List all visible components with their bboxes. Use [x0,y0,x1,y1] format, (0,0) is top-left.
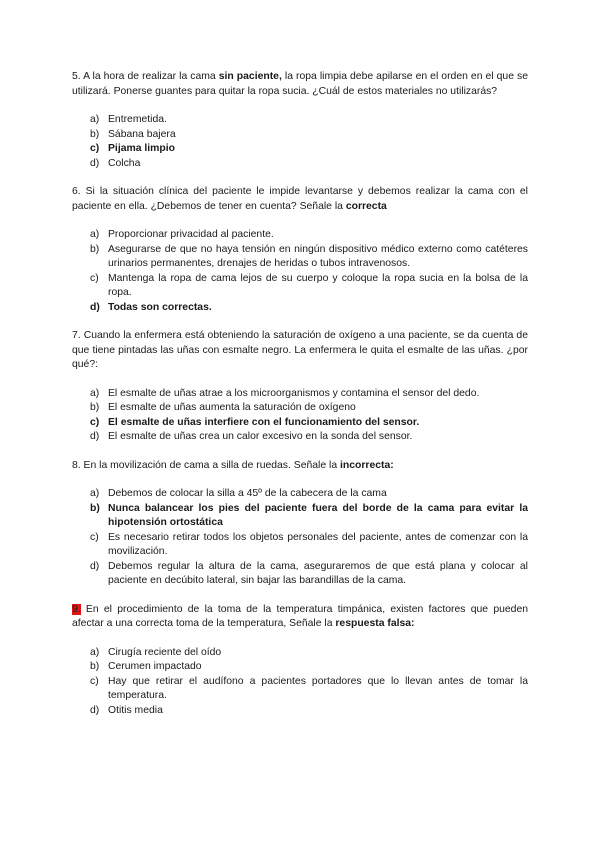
option-c: c) Es necesario retirar todos los objetos personales del paciente, antes de comenzar con la movilización. [90,531,528,557]
option-a: a) Cirugía reciente del oído [90,646,222,658]
option-b: b) Cerumen impactado [90,661,202,672]
option-b: b) Asegurarse de que no haya tensión en ningún dispositivo médico externo como catéteres urinarios permanentes, drenajes de heridas o tubos intravenosos. [90,243,528,269]
question-5 [72,70,528,171]
options-list [72,387,528,445]
option-c: c) Hay que retirar el audífono a pacientes portadores que lo llevan antes de tomar la temperatura. [90,675,528,701]
question-9 [72,603,528,719]
options-list [72,487,528,589]
question-text: 9. En el procedimiento de la toma de la temperatura timpánica, existen factores que pueden afectar a una correcta toma de la temperatura, Señale la respuesta falsa: [72,603,528,629]
question-text: 5. A la hora de realizar la cama sin paciente, la ropa limpia debe apilarse en el orden en el que se utilizará. Ponerse guantes para quitar la ropa sucia. ¿Cuál de estos materiales no utilizarás? [72,71,528,97]
options-list [72,228,528,315]
option-a: a) Debemos de colocar la silla a 45º de la cabecera de la cama [90,488,387,499]
option-d: d) Debemos regular la altura de la cama, aseguraremos de que está plana y colocar al paciente en decúbito lateral, sin bajar las barandillas de la cama. [90,560,528,586]
option-c-answer: c) Pijama limpio [90,143,175,154]
option-b: b) El esmalte de uñas aumenta la saturación de oxígeno [90,402,356,413]
question-text: 6. Si la situación clínica del paciente le impide levantarse y debemos realizar la cama con el paciente en ella. ¿Debemos de tener en cuenta? Señale la correcta [72,186,528,212]
question-text: 7. Cuando la enfermera está obteniendo la saturación de oxígeno a una paciente, se da cuenta de que tiene pintadas las uñas con esmalte negro. La enfermera le quita el esmalte de las uñas. ¿por qué?: [72,330,528,370]
question-8 [72,459,528,589]
option-a: a) Proporcionar privacidad al paciente. [90,229,274,240]
option-d: d) El esmalte de uñas crea un calor excesivo en la sonda del sensor. [90,431,413,442]
option-d: d) Otitis media [90,704,163,716]
options-list [72,646,528,719]
option-c: c) Mantenga la ropa de cama lejos de su cuerpo y coloque la ropa sucia en la bolsa de la ropa. [90,272,528,298]
option-c-answer: c) El esmalte de uñas interfiere con el funcionamiento del sensor. [90,416,420,428]
question-number-highlight: 9. [72,603,81,615]
question-6 [72,185,528,315]
option-a: a) El esmalte de uñas atrae a los microorganismos y contamina el sensor del dedo. [90,387,480,399]
option-d: d) Colcha [90,157,141,169]
option-a: a) Entremetida. [90,114,167,125]
document-page [72,70,528,732]
options-list [72,113,528,171]
question-7 [72,329,528,445]
question-text: 8. En la movilización de cama a silla de ruedas. Señale la incorrecta: [72,459,394,471]
option-b-answer: b) Nunca balancear los pies del paciente fuera del borde de la cama para evitar la hipotensión ortostática [90,502,528,528]
option-d-answer: d) Todas son correctas. [90,301,212,313]
option-b: b) Sábana bajera [90,128,176,140]
